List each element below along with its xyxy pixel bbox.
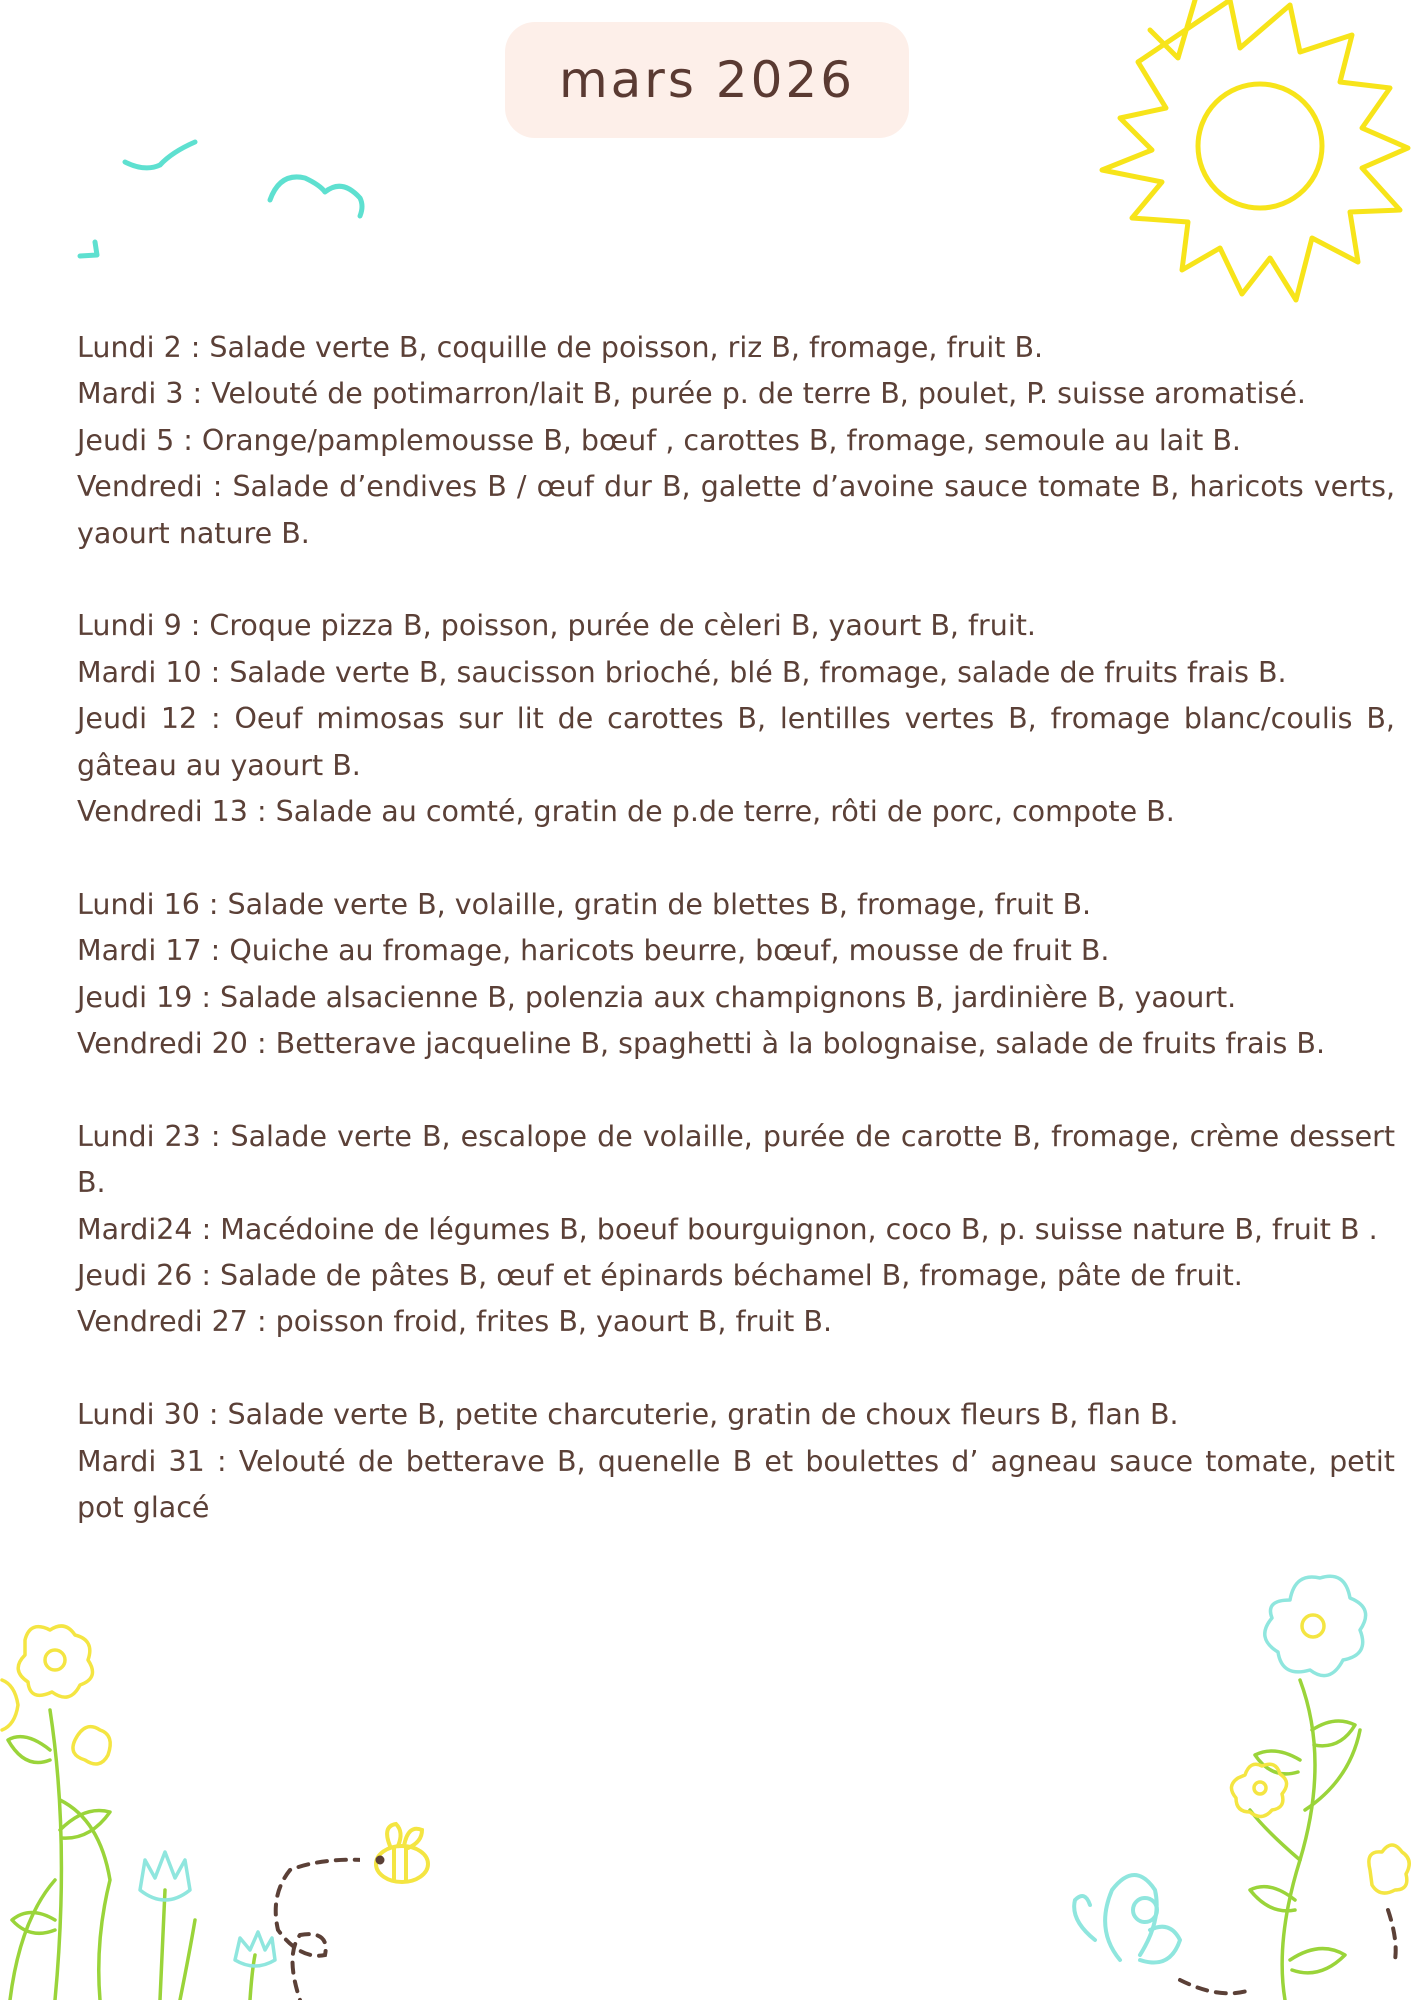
flowers-left-icon [0, 1620, 360, 2000]
flowers-right-icon [1050, 1560, 1414, 2000]
sun-icon [1090, 0, 1414, 310]
menu-entry: Mardi 17 : Quiche au fromage, haricots beurre, bœuf, mousse de fruit B. [77, 934, 1110, 968]
menu-entry: Jeudi 26 : Salade de pâtes B, œuf et épinards béchamel B, fromage, pâte de fruit. [77, 1259, 1243, 1293]
week-block [77, 325, 1395, 557]
menu-entry: Lundi 30 : Salade verte B, petite charcuterie, gratin de choux fleurs B, flan B. [77, 1398, 1179, 1432]
menu-entry: Vendredi 13 : Salade au comté, gratin de p.de terre, rôti de porc, compote B. [77, 795, 1175, 829]
menu-list [77, 325, 1395, 1532]
menu-entry: Lundi 23 : Salade verte B, escalope de volaille, purée de carotte B, fromage, crème dessert B. [77, 1119, 1395, 1200]
menu-entry: Vendredi : Salade d’endives B / œuf dur B, galette d’avoine sauce tomate B, haricots verts, yaourt nature B. [77, 470, 1395, 550]
title-banner [505, 22, 909, 138]
birds-icon [70, 130, 370, 280]
week-block [77, 882, 1395, 1068]
menu-entry: Lundi 2 : Salade verte B, coquille de poisson, riz B, fromage, fruit B. [77, 331, 1044, 364]
menu-entry: Jeudi 12 : Oeuf mimosas sur lit de carottes B, lentilles vertes B, fromage blanc/coulis B, gâteau au yaourt B. [77, 702, 1395, 782]
menu-entry: Vendredi 20 : Betterave jacqueline B, spaghetti à la bolognaise, salade de fruits frais B. [77, 1027, 1326, 1061]
menu-entry: Lundi 9 : Croque pizza B, poisson, purée de cèleri B, yaourt B, fruit. [77, 609, 1036, 643]
page-title: mars 2026 [558, 51, 856, 109]
menu-entry: Mardi 3 : Velouté de potimarron/lait B, purée p. de terre B, poulet, P. suisse aromatisé. [77, 377, 1306, 411]
bee-icon [360, 1820, 440, 1890]
week-block [77, 603, 1395, 835]
menu-entry: Mardi 31 : Velouté de betterave B, quenelle B et boulettes d’ agneau sauce tomate, petit pot glacé [77, 1444, 1395, 1525]
week-block [77, 1114, 1395, 1346]
week-block [77, 1392, 1395, 1531]
menu-entry: Jeudi 5 : Orange/pamplemousse B, bœuf , carottes B, fromage, semoule au lait B. [77, 423, 1241, 457]
menu-entry: Mardi24 : Macédoine de légumes B, boeuf bourguignon, coco B, p. suisse nature B, fruit B . [77, 1212, 1378, 1246]
menu-entry: Jeudi 19 : Salade alsacienne B, polenzia aux champignons B, jardinière B, yaourt. [77, 980, 1237, 1014]
menu-entry: Vendredi 27 : poisson froid, frites B, yaourt B, fruit B. [77, 1305, 833, 1339]
menu-entry: Lundi 16 : Salade verte B, volaille, gratin de blettes B, fromage, fruit B. [77, 887, 1092, 921]
menu-entry: Mardi 10 : Salade verte B, saucisson brioché, blé B, fromage, salade de fruits frais B. [77, 655, 1287, 689]
